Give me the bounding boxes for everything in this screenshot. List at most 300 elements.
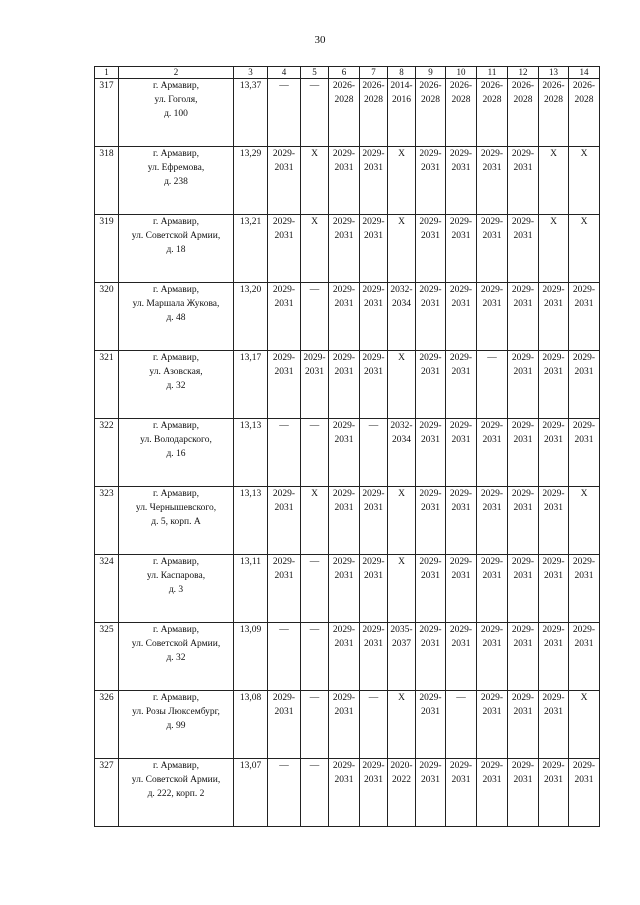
schedule-cell-line: 2029- (511, 625, 535, 635)
schedule-cell-line: 2031 (574, 299, 594, 309)
schedule-cell-line: 2031 (274, 571, 294, 581)
area-cell: 13,07 (234, 759, 268, 827)
schedule-cell-line: 2031 (482, 775, 502, 785)
address-line: ул. Гоголя, (154, 95, 198, 105)
column-header-3: 3 (234, 67, 268, 79)
address-line: д. 222, корп. 2 (147, 789, 205, 799)
schedule-cell-line: — (279, 761, 289, 771)
schedule-cell-line: 2029- (542, 761, 565, 771)
schedule-cell-line: 2031 (513, 163, 533, 173)
address-line: ул. Советской Армии, (131, 639, 221, 649)
address-line: ул. Каспарова, (146, 571, 206, 581)
schedule-cell-line: 2031 (334, 571, 354, 581)
schedule-cell-line: 2031 (451, 503, 471, 513)
schedule-cell-line: 2029- (572, 557, 596, 567)
schedule-cell-line: 2031 (421, 367, 440, 377)
schedule-cell-col-9 (416, 555, 446, 623)
schedule-cell-col-12 (508, 351, 539, 419)
address-line: д. 48 (166, 313, 186, 323)
schedule-cell-col-9 (416, 215, 446, 283)
schedule-cell-line: 2029- (362, 285, 385, 295)
schedule-cell-line: 2029- (332, 761, 356, 771)
schedule-cell-line: 2029- (542, 421, 565, 431)
schedule-cell-line: 2031 (334, 503, 354, 513)
address-line: г. Армавир, (153, 761, 199, 771)
schedule-cell-line: 2028 (574, 95, 594, 105)
schedule-cell-line: 2031 (513, 639, 533, 649)
address-line: ул. Советской Армии, (131, 231, 221, 241)
column-header-6: 6 (329, 67, 360, 79)
schedule-cell-line: 2029- (362, 761, 385, 771)
schedule-cell-line: X (311, 217, 318, 227)
schedule-cell-line: 2031 (451, 299, 471, 309)
schedule-cell-col-9 (416, 79, 446, 147)
schedule-cell-col-7 (360, 691, 388, 759)
schedule-cell-line: 2029- (449, 557, 473, 567)
schedule-cell-col-6 (329, 691, 360, 759)
schedule-cell-col-11 (477, 691, 508, 759)
schedule-cell-col-8 (388, 555, 416, 623)
schedule-cell-col-8 (388, 215, 416, 283)
schedule-cell-line: 2029- (449, 217, 473, 227)
address-line: ул. Володарского, (140, 435, 212, 445)
schedule-cell-line: 2031 (334, 367, 354, 377)
schedule-cell-col-9 (416, 691, 446, 759)
schedule-cell-line: 2029- (542, 353, 565, 363)
schedule-cell-line: 2031 (421, 639, 440, 649)
schedule-cell-line: X (398, 217, 405, 227)
schedule-cell-line: 2031 (364, 231, 383, 241)
schedule-cell-line: 2031 (451, 163, 471, 173)
schedule-cell-line: 2031 (544, 367, 563, 377)
schedule-cell-line: 2031 (482, 571, 502, 581)
schedule-cell-line: 2031 (274, 367, 294, 377)
address-line: д. 100 (164, 109, 188, 119)
schedule-cell-line: 2029- (272, 149, 296, 159)
row-number: 323 (95, 487, 119, 555)
address-line: ул. Маршала Жукова, (132, 299, 220, 309)
schedule-cell-col-14 (569, 555, 600, 623)
schedule-cell-col-6 (329, 759, 360, 827)
address-cell (119, 487, 234, 555)
address-line: д. 18 (166, 245, 186, 255)
schedule-cell-line: 2031 (451, 367, 471, 377)
schedule-cell-line: 2016 (392, 95, 411, 105)
column-header-2: 2 (119, 67, 234, 79)
schedule-cell-line: 2029- (332, 421, 356, 431)
schedule-cell-line: 2029- (511, 557, 535, 567)
schedule-cell-col-6 (329, 351, 360, 419)
row-number: 327 (95, 759, 119, 827)
schedule-cell-line: X (580, 217, 588, 227)
schedule-cell-line: 2029- (419, 149, 442, 159)
schedule-cell-col-4 (268, 623, 301, 691)
schedule-cell-line: 2029- (332, 217, 356, 227)
schedule-cell-col-14 (569, 147, 600, 215)
schedule-cell-line: 2031 (334, 163, 354, 173)
schedule-cell-col-9 (416, 283, 446, 351)
schedule-cell-line: 2031 (364, 571, 383, 581)
area-cell: 13,13 (234, 419, 268, 487)
schedule-cell-line: 2026- (572, 81, 596, 91)
column-header-7: 7 (360, 67, 388, 79)
address-cell (119, 759, 234, 827)
schedule-cell-line: 2029- (511, 489, 535, 499)
schedule-cell-col-10 (446, 283, 477, 351)
schedule-cell-line: 2029- (332, 285, 356, 295)
schedule-cell-line: 2029- (419, 625, 442, 635)
schedule-cell-col-5 (301, 555, 329, 623)
schedule-cell-line: 2029- (542, 625, 565, 635)
repair-schedule-table (94, 66, 600, 827)
table-row (95, 351, 600, 419)
area-cell: 13,11 (234, 555, 268, 623)
schedule-cell-col-13 (539, 351, 569, 419)
schedule-cell-col-13 (539, 283, 569, 351)
schedule-cell-col-4 (268, 759, 301, 827)
schedule-cell-line: — (309, 693, 320, 703)
schedule-cell-line: 2029- (419, 693, 442, 703)
schedule-cell-line: — (368, 421, 379, 431)
schedule-cell-line: 2029- (449, 761, 473, 771)
schedule-cell-line: 2031 (544, 435, 563, 445)
schedule-cell-col-14 (569, 79, 600, 147)
schedule-cell-col-4 (268, 79, 301, 147)
schedule-cell-col-13 (539, 147, 569, 215)
schedule-cell-line: 2029- (449, 285, 473, 295)
schedule-cell-line: — (309, 81, 320, 91)
schedule-cell-line: 2029- (449, 421, 473, 431)
schedule-cell-col-5 (301, 623, 329, 691)
address-line: ул. Азовская, (149, 367, 203, 377)
schedule-cell-col-11 (477, 419, 508, 487)
schedule-cell-col-8 (388, 79, 416, 147)
schedule-cell-col-13 (539, 759, 569, 827)
schedule-cell-col-5 (301, 215, 329, 283)
schedule-cell-line: 2029- (419, 557, 442, 567)
schedule-cell-line: 2031 (364, 503, 383, 513)
column-header-4: 4 (268, 67, 301, 79)
address-line: г. Армавир, (153, 421, 199, 431)
address-line: д. 16 (166, 449, 186, 459)
column-header-10: 10 (446, 67, 477, 79)
schedule-cell-line: 2031 (482, 707, 502, 717)
schedule-cell-line: 2014- (390, 81, 413, 91)
schedule-cell-line: 2031 (421, 163, 440, 173)
schedule-cell-line: — (309, 761, 320, 771)
schedule-cell-line: 2029- (303, 353, 326, 363)
schedule-cell-col-7 (360, 555, 388, 623)
schedule-cell-line: 2029- (511, 421, 535, 431)
schedule-cell-col-11 (477, 555, 508, 623)
schedule-cell-col-10 (446, 351, 477, 419)
schedule-cell-col-12 (508, 487, 539, 555)
schedule-cell-col-11 (477, 487, 508, 555)
schedule-cell-col-10 (446, 215, 477, 283)
schedule-cell-line: 2031 (274, 299, 294, 309)
schedule-cell-col-13 (539, 79, 569, 147)
schedule-cell-line: 2029- (362, 489, 385, 499)
schedule-cell-line: 2031 (451, 435, 471, 445)
area-cell: 13,09 (234, 623, 268, 691)
schedule-cell-col-8 (388, 487, 416, 555)
schedule-cell-col-11 (477, 623, 508, 691)
schedule-cell-col-8 (388, 759, 416, 827)
schedule-cell-line: 2029- (272, 285, 296, 295)
column-header-8: 8 (388, 67, 416, 79)
schedule-cell-line: 2029- (542, 285, 565, 295)
schedule-cell-col-10 (446, 691, 477, 759)
schedule-cell-line: 2031 (574, 571, 594, 581)
schedule-cell-col-4 (268, 419, 301, 487)
schedule-cell-line: — (368, 693, 379, 703)
schedule-cell-line: 2029- (572, 285, 596, 295)
schedule-cell-line: 2031 (513, 367, 533, 377)
schedule-cell-col-4 (268, 147, 301, 215)
schedule-cell-line: 2029- (449, 625, 473, 635)
schedule-cell-line: 2031 (274, 503, 294, 513)
schedule-cell-col-8 (388, 283, 416, 351)
schedule-cell-line: 2026- (542, 81, 565, 91)
address-cell (119, 215, 234, 283)
schedule-cell-line: 2031 (274, 707, 294, 717)
schedule-cell-col-9 (416, 623, 446, 691)
address-cell (119, 419, 234, 487)
schedule-cell-line: — (456, 693, 466, 703)
schedule-cell-line: 2028 (482, 95, 502, 105)
schedule-cell-col-5 (301, 487, 329, 555)
schedule-cell-line: 2031 (544, 503, 563, 513)
address-line: г. Армавир, (153, 557, 199, 567)
address-line: г. Армавир, (153, 81, 199, 91)
schedule-cell-line: 2029- (480, 625, 504, 635)
schedule-cell-line: 2029- (419, 421, 442, 431)
address-line: д. 3 (168, 585, 184, 595)
schedule-cell-line: 2029- (449, 489, 473, 499)
schedule-cell-line: 2031 (421, 435, 440, 445)
table-row (95, 419, 600, 487)
schedule-cell-col-13 (539, 487, 569, 555)
area-cell: 13,13 (234, 487, 268, 555)
schedule-cell-line: 2031 (334, 775, 354, 785)
schedule-cell-col-13 (539, 555, 569, 623)
schedule-cell-col-7 (360, 283, 388, 351)
schedule-cell-col-14 (569, 351, 600, 419)
schedule-cell-line: 2029- (449, 353, 473, 363)
address-cell (119, 79, 234, 147)
schedule-cell-line: 2031 (334, 707, 354, 717)
schedule-cell-line: 2029- (542, 693, 565, 703)
schedule-cell-line: 2031 (364, 639, 383, 649)
row-number: 317 (95, 79, 119, 147)
schedule-cell-col-10 (446, 623, 477, 691)
schedule-cell-col-13 (539, 623, 569, 691)
schedule-cell-line: 2029- (272, 557, 296, 567)
schedule-cell-line: 2031 (421, 707, 440, 717)
schedule-cell-line: 2028 (513, 95, 533, 105)
row-number: 325 (95, 623, 119, 691)
schedule-cell-line: 2029- (480, 557, 504, 567)
schedule-cell-col-14 (569, 623, 600, 691)
schedule-cell-line: 2028 (421, 95, 440, 105)
schedule-cell-line: 2029- (572, 625, 596, 635)
column-header-11: 11 (477, 67, 508, 79)
row-number: 324 (95, 555, 119, 623)
column-header-9: 9 (416, 67, 446, 79)
schedule-cell-line: X (311, 489, 318, 499)
address-cell (119, 147, 234, 215)
schedule-cell-col-8 (388, 419, 416, 487)
schedule-cell-col-6 (329, 147, 360, 215)
schedule-cell-col-10 (446, 555, 477, 623)
schedule-cell-line: X (398, 557, 405, 567)
schedule-cell-col-5 (301, 351, 329, 419)
schedule-cell-line: 2029- (480, 149, 504, 159)
row-number: 320 (95, 283, 119, 351)
schedule-cell-line: 2029- (480, 489, 504, 499)
schedule-cell-col-10 (446, 79, 477, 147)
schedule-cell-line: 2031 (544, 639, 563, 649)
schedule-cell-col-12 (508, 79, 539, 147)
schedule-cell-line: 2031 (544, 299, 563, 309)
schedule-cell-col-4 (268, 487, 301, 555)
schedule-cell-line: — (309, 625, 320, 635)
schedule-cell-line: 2029- (572, 761, 596, 771)
schedule-cell-line: — (309, 421, 320, 431)
address-line: ул. Чернышевского, (135, 503, 217, 513)
schedule-cell-line: 2031 (421, 231, 440, 241)
schedule-cell-line: 2031 (544, 707, 563, 717)
schedule-cell-line: 2031 (451, 571, 471, 581)
schedule-cell-col-12 (508, 215, 539, 283)
schedule-cell-line: 2026- (419, 81, 442, 91)
address-line: г. Армавир, (153, 285, 199, 295)
column-header-5: 5 (301, 67, 329, 79)
schedule-cell-line: 2029- (572, 421, 596, 431)
schedule-cell-col-12 (508, 623, 539, 691)
schedule-cell-col-11 (477, 351, 508, 419)
table-row (95, 623, 600, 691)
schedule-cell-line: 2029- (332, 489, 356, 499)
address-line: д. 32 (166, 381, 186, 391)
address-line: г. Армавир, (153, 489, 199, 499)
schedule-cell-line: 2031 (421, 775, 440, 785)
schedule-cell-line: 2029- (480, 693, 504, 703)
schedule-cell-line: 2029- (542, 557, 565, 567)
address-cell (119, 351, 234, 419)
schedule-cell-col-4 (268, 351, 301, 419)
schedule-cell-col-14 (569, 283, 600, 351)
schedule-cell-line: 2031 (513, 231, 533, 241)
schedule-cell-line: 2022 (392, 775, 411, 785)
schedule-cell-col-14 (569, 215, 600, 283)
schedule-cell-line: 2029- (511, 217, 535, 227)
address-line: ул. Ефремова, (147, 163, 205, 173)
schedule-cell-col-10 (446, 147, 477, 215)
address-line: г. Армавир, (153, 353, 199, 363)
schedule-cell-col-4 (268, 283, 301, 351)
table-header-row (95, 67, 600, 79)
schedule-cell-line: X (398, 693, 405, 703)
schedule-cell-col-11 (477, 215, 508, 283)
area-cell: 13,17 (234, 351, 268, 419)
schedule-cell-line: 2031 (574, 435, 594, 445)
schedule-cell-col-4 (268, 691, 301, 759)
schedule-cell-line: 2029- (362, 149, 385, 159)
schedule-cell-col-10 (446, 487, 477, 555)
schedule-cell-line: 2032- (390, 421, 413, 431)
schedule-cell-line: 2026- (480, 81, 504, 91)
schedule-cell-col-5 (301, 691, 329, 759)
schedule-cell-line: 2031 (513, 299, 533, 309)
area-cell: 13,29 (234, 147, 268, 215)
schedule-cell-line: 2029- (511, 693, 535, 703)
row-number: 321 (95, 351, 119, 419)
schedule-cell-col-6 (329, 79, 360, 147)
schedule-cell-line: — (309, 557, 320, 567)
schedule-cell-line: 2035- (390, 625, 413, 635)
schedule-cell-line: 2031 (334, 435, 354, 445)
schedule-cell-line: 2031 (274, 163, 294, 173)
schedule-cell-col-14 (569, 487, 600, 555)
page-number: 30 (314, 34, 326, 46)
schedule-cell-col-5 (301, 283, 329, 351)
address-line: д. 238 (164, 177, 188, 187)
table-row (95, 215, 600, 283)
address-line: д. 99 (166, 721, 186, 731)
schedule-cell-line: 2031 (574, 639, 594, 649)
schedule-cell-col-13 (539, 215, 569, 283)
schedule-cell-col-5 (301, 419, 329, 487)
schedule-cell-col-11 (477, 759, 508, 827)
schedule-cell-line: X (580, 149, 588, 159)
schedule-cell-line: 2029- (332, 693, 356, 703)
schedule-cell-line: 2031 (334, 231, 354, 241)
schedule-cell-col-9 (416, 759, 446, 827)
schedule-cell-line: 2031 (544, 571, 563, 581)
column-header-12: 12 (508, 67, 539, 79)
schedule-cell-line: 2029- (480, 285, 504, 295)
address-line: г. Армавир, (153, 693, 199, 703)
schedule-cell-col-5 (301, 79, 329, 147)
address-line: ул. Розы Люксембург, (132, 707, 220, 717)
schedule-cell-line: 2020- (390, 761, 413, 771)
schedule-cell-col-12 (508, 691, 539, 759)
area-cell: 13,37 (234, 79, 268, 147)
schedule-cell-line: 2029- (511, 353, 535, 363)
schedule-cell-line: 2029- (511, 285, 535, 295)
schedule-cell-line: 2028 (364, 95, 383, 105)
schedule-cell-line: 2031 (482, 639, 502, 649)
row-number: 322 (95, 419, 119, 487)
schedule-cell-line: 2031 (513, 435, 533, 445)
schedule-cell-line: 2031 (421, 299, 440, 309)
schedule-cell-line: 2029- (419, 489, 442, 499)
schedule-cell-col-9 (416, 419, 446, 487)
schedule-cell-col-7 (360, 79, 388, 147)
schedule-cell-line: 2031 (334, 639, 354, 649)
address-cell (119, 691, 234, 759)
schedule-cell-col-7 (360, 351, 388, 419)
schedule-cell-line: 2031 (364, 367, 383, 377)
schedule-cell-col-14 (569, 759, 600, 827)
schedule-cell-line: X (398, 149, 405, 159)
table-row (95, 555, 600, 623)
schedule-cell-col-7 (360, 215, 388, 283)
table-row (95, 147, 600, 215)
schedule-cell-line: 2029- (511, 149, 535, 159)
schedule-cell-line: 2031 (334, 299, 354, 309)
